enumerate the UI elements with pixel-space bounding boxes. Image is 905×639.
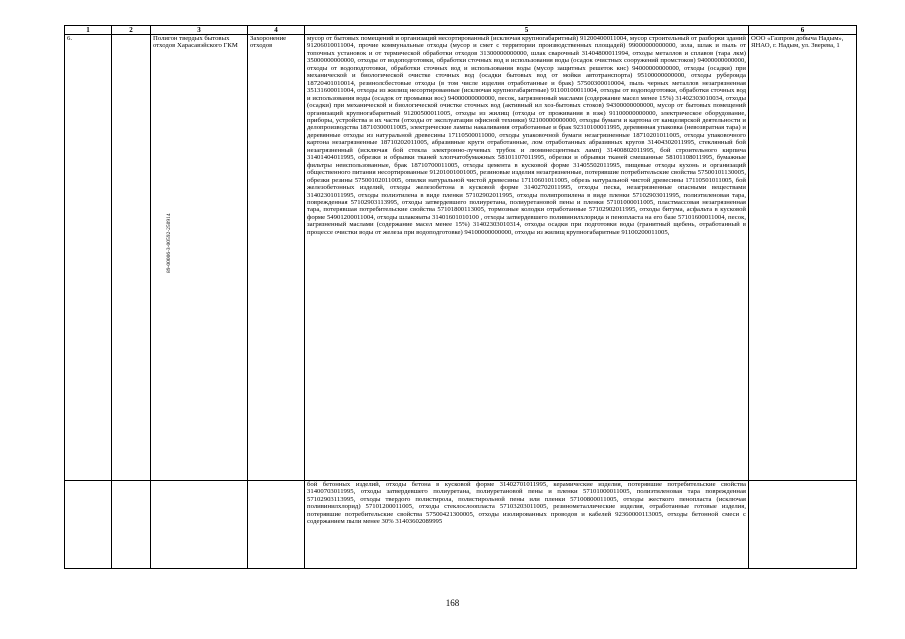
column-header: 3 xyxy=(151,26,248,35)
column-header: 1 xyxy=(65,26,112,35)
column-header: 6 xyxy=(749,26,857,35)
owner-address xyxy=(749,481,857,569)
waste-list-text: бой бетонных изделий, отходы бетона в кусковой форме 31402701011995, керамические изделия, потерявшие потребительские свойства 31400703011995, отходы затвердевшего полиуретана, полиуретановой пены и пленки 57101000011005, полиэтиленовая тара поврежденная 57102903113995, отходы твердого полистирола, полистирольной пены или пленки 57100800011005, отходы жесткого пенопласта (исключая поливинилхлорид) 57101200011005, отходы стеклослоопласта 57103203011005, резинометаллические изделия, отработанные готовые изделия, потерявшие потребительские свойства 57500421300005, отходы изолированных проводов и кабелей 92360000113005, отходы бетонной смеси с содержанием пыли менее 30% 31403602089995 xyxy=(307,481,746,526)
page-number: 168 xyxy=(445,598,460,608)
facility-purpose: Захоронение отходов xyxy=(248,35,305,481)
row-number: 6. xyxy=(65,35,112,481)
owner-address: ООО «Газпром добыча Надым», ЯНАО, г. Надым, ул. Зверева, 1 xyxy=(749,35,857,481)
table-row xyxy=(65,35,857,481)
column-header: 2 xyxy=(112,26,151,35)
waste-description xyxy=(305,35,749,481)
row-number xyxy=(65,481,112,569)
table-row xyxy=(65,481,857,569)
table-header-row xyxy=(65,26,857,35)
registry-number-cell xyxy=(112,481,151,569)
facility-name: Полигон твердых бытовых отходов Харасавэйского ГКМ xyxy=(151,35,248,481)
facility-purpose xyxy=(248,481,305,569)
column-header: 5 xyxy=(305,26,749,35)
registry-number-cell xyxy=(112,35,172,481)
waste-description xyxy=(305,481,749,569)
waste-list-text: мусор от бытовых помещений и организаций несортированный (исключая крупногабаритный) 91200400011004, мусор строительный от разборки зданий 91206010011004, прочие коммунальные отходы (мусор и смет с территории производственных площадей) 99000000000000, зола, шлак и пыль от топочных установок и от термической обработки отходов 31300000000000, шлак сварочный 31404800011994, отходы металлов и сплавов (тара лкм) 35000000000000, отходы от водоподготовки, обработки сточных вод и использования воды (осадок очистных сооружений промстоков) 94000000000000, отходы от водоподготовки, обработки сточных вод и использования воды (мусор защитных решеток кнс) 94000000000000, отходы (осадки) при механической и биологической очистке сточных вод (осадки бытовых вод от мойки автотранспорта) 95100000000000, отходы рубероида 18720401010014, резинолсбестовые отходы (в том числе изделия отработанные и брак) 57500300010004, пыль черных металлов незагрязненная 35131600011004, отходы из жилищ несортированные (исключая крупногабаритные) 91100100011004, отходы от водоподготовки, обработки сточных вод и использования воды (осадок от промывки вос) 94000000000000, песок, загрязненный маслами (содержание масел менее 15%) 31402303010034, отходы (осадки) при механической и биологической очистке сточных вод (активный ил хоз-бытовых стоков) 94300000000000, мусор от бытовых помещений организаций крупногабаритный 91200500011005, отходы из жилищ (отходы от проживания в вэж) 91100000000000, электрическое оборудование, приборы, устройства и их части (отходы от эксплуатации офисной техники) 92100000000000, отходы бумаги и картона от канцелярской деятельности и делопроизводства 18710300011005, электрические лампы накаливания отработанные и брак 92310100011995, деревянная упаковка (невозвратная тара) и деревянные отходы из натуральной древесины 17110500011000, отходы упаковочной бумаги незагрязненные 18710201011005, отходы упаковочного картона незагрязненные 18710202011005, абразивные круги отработанные, лом отработанных абразивных кругов 31404302011995, стеклянный бой незагрязненный (исключая бой стекла электронно-лучевых трубок и люминесцентных ламп) 31400802011995, бой строительного кирпича 31401404011995, обрезки и обрывки тканей хлопчатобумажных 58101107011995, обрезки и обрывки тканей смешанные 58101108011995, бумажные фильтры неиспользованные, брак 18710700011005, отходы цемента в кусковой форме 31405502011995, пищевые отходы кухонь и организаций общественного питания несортированные 91201001001005, резиновые изделия незагрязненные, потерявшие потребительские свойства 57500101130005, обрезки резины 57500102011005, опилки натуральной чистой древесины 17110601011005, обрезь натуральной чистой древесины 17110501011005, бой железобетонных изделий, отходы железобетона в кусковой форме 31402702011995, отходы песка, незагрязненные опасными веществами 31402301011995, отходы полиэтилена в виде пленки 57102902011995, отходы полипропилена в виде пленки 57102903011995, полиэтиленовая тара, поврежденная 57102903113995, отходы затвердевшего полиуретана, полиуретановой пены и пленки 57101000011005, пластмассовая незагрязненная тара, потерявшая потребительские свойства 57101800113005, тормозные колодки отработанные 57102902011995, отходы битума, асфальта в кусковой форме 54901200011004, отходы шлаковаты 31401601010100 , отходы затвердевшего поливинилхлорида и пенопласта на его базе 57101600011004, песок, загрязненный маслами (содержание масел менее 15%) 31402303010314, отходы осадки при подготовки воды (гранитный щебень, отработанный в процессе очистки воды от железа при водоподготовке) 94100000000000, отходы из жилищ крупногабаритные 91100200011005, xyxy=(307,35,746,236)
column-header: 4 xyxy=(248,26,305,35)
registry-number: 89-00006-З-00592-250914 xyxy=(166,213,172,273)
waste-facilities-table xyxy=(64,25,857,569)
facility-name xyxy=(151,481,248,569)
